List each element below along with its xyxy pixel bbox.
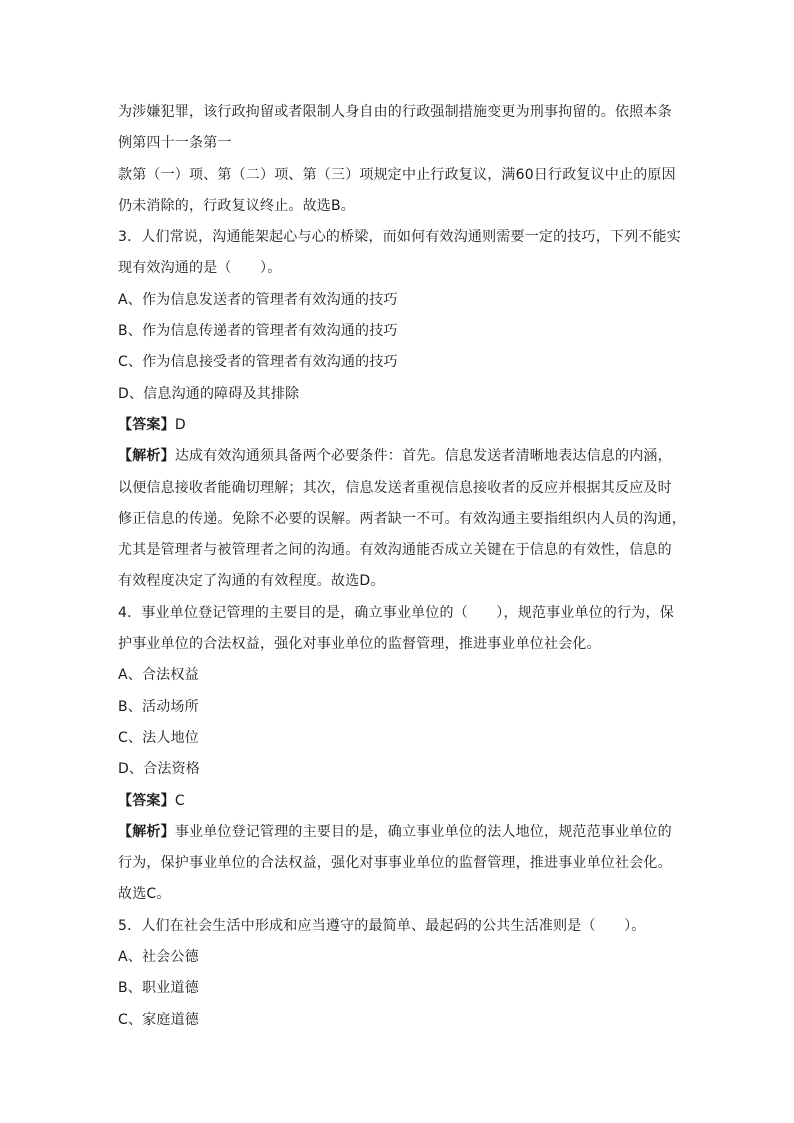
option-d: D、信息沟通的障碍及其排除	[118, 385, 300, 402]
option-c: C、法人地位	[118, 729, 199, 746]
option-c: C、家庭道德	[118, 1011, 199, 1028]
question-5-stem: 5．人们在社会生活中形成和应当遵守的最简单、最起码的公共生活准则是（ ）。	[118, 917, 646, 934]
answer-value: C	[174, 792, 185, 809]
option-b: B、职业道德	[118, 980, 199, 997]
analysis-label: 【解析】	[118, 448, 175, 465]
analysis-label: 【解析】	[118, 823, 175, 840]
text-line: 故选C。	[118, 886, 171, 903]
option-b: B、作为信息传递者的管理者有效沟通的技巧	[118, 323, 398, 340]
text-line: 以便信息接收者能确切理解；其次，信息发送者重视信息接收者的反应并根据其反应及时	[118, 479, 672, 496]
text-line: 款第（一）项、第（二）项、第（三）项规定中止行政复议，满60日行政复议中止的原因	[118, 166, 676, 183]
answer-label: 【答案】	[118, 792, 175, 809]
analysis-text: 事业单位登记管理的主要目的是，确立事业单位的法人地位，规范范事业单位的	[174, 823, 672, 840]
text-line: 仍未消除的，行政复议终止。故选B。	[118, 197, 356, 214]
question-3-stem-cont: 现有效沟通的是（ ）。	[118, 260, 282, 277]
option-c: C、作为信息接受者的管理者有效沟通的技巧	[118, 354, 398, 371]
option-b: B、活动场所	[118, 698, 199, 715]
question-4-stem-cont: 护事业单位的合法权益，强化对事业单位的监督管理，推进事业单位社会化。	[118, 636, 601, 653]
analysis-line	[118, 817, 678, 848]
question-4-stem: 4．事业单位登记管理的主要目的是，确立事业单位的（ ），规范事业单位的行为，保	[118, 604, 674, 621]
text-line: 为涉嫌犯罪，该行政拘留或者限制人身自由的行政强制措施变更为刑事拘留的。依照本条	[118, 104, 672, 120]
question-3-stem: 3．人们常说，沟通能架起心与心的桥梁，而如何有效沟通则需要一定的技巧，下列不能实	[118, 229, 681, 246]
option-a: A、合法权益	[118, 667, 199, 684]
text-line: 例第四十一条第一	[118, 135, 232, 152]
option-a: A、作为信息发送者的管理者有效沟通的技巧	[118, 291, 398, 308]
option-d: D、合法资格	[118, 761, 200, 778]
document-page	[118, 97, 686, 1036]
answer-line	[118, 786, 678, 817]
answer-label: 【答案】	[118, 416, 175, 433]
answer-line	[118, 410, 678, 441]
option-a: A、社会公德	[118, 949, 199, 966]
analysis-line	[118, 441, 678, 472]
text-line: 行为，保护事业单位的合法权益，强化对事事业单位的监督管理，推进事业单位社会化。	[118, 855, 672, 872]
text-line: 修正信息的传递。免除不必要的误解。两者缺一不可。有效沟通主要指组织内人员的沟通，	[118, 510, 686, 527]
text-line: 尤其是管理者与被管理者之间的沟通。有效沟通能否成立关键在于信息的有效性，信息的	[118, 542, 672, 559]
answer-value: D	[174, 416, 186, 433]
analysis-text: 达成有效沟通须具备两个必要条件：首先。信息发送者清晰地表达信息的内涵，	[174, 448, 672, 465]
text-line: 有效程度决定了沟通的有效程度。故选D。	[118, 573, 385, 590]
